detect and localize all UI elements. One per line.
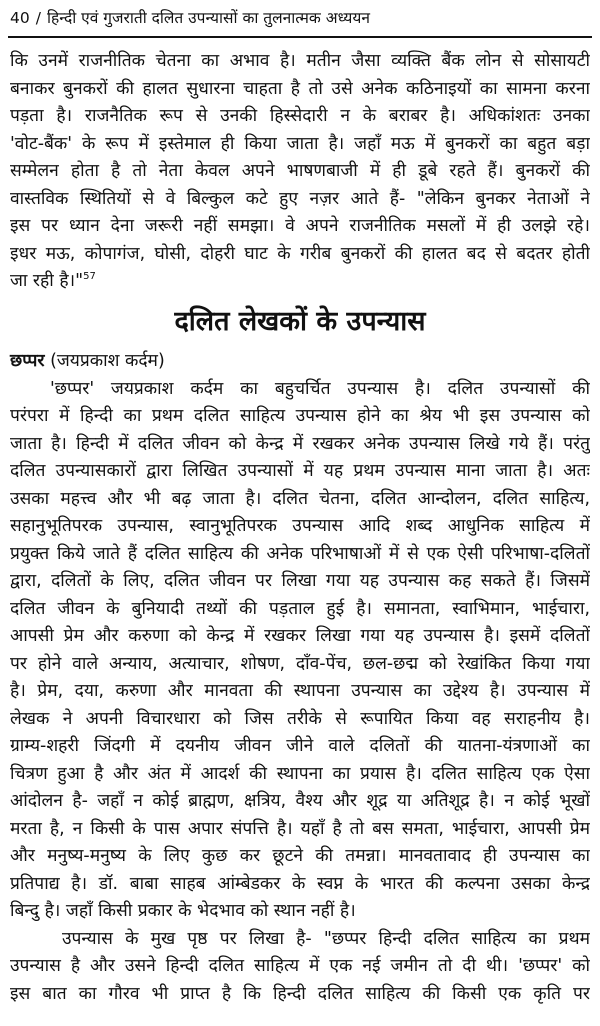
- page-number: 40: [10, 9, 30, 27]
- text-line-last: [10, 268, 590, 296]
- text-line: ग्राम्य-शहरी जिंदगी में दयनीय जीवन जीने वाले दलितों की यातना-यंत्रणाओं का: [10, 736, 590, 756]
- text-line: 'छप्पर' जयप्रकाश कर्दम का बहुचर्चित उपन्यास है। दलित उपन्यासों की: [50, 378, 590, 399]
- running-header: [10, 8, 590, 28]
- paragraph-3: [10, 926, 590, 1009]
- text-line: चित्रण हुआ है और अंत में आदर्श की स्थापना का प्रयास है। दलित साहित्य एक ऐसा: [10, 763, 590, 784]
- text-line: सम्मेलन होता है तो नेता केवल अपने भाषणबाजी में ही डूबे रहते हैं। बुनकरों की: [10, 161, 590, 181]
- header-separator: /: [35, 9, 41, 27]
- header-rule: [8, 36, 592, 38]
- text-line: उपन्यास के मुख पृष्ठ पर लिखा है- "छप्पर हिन्दी दलित साहित्य का प्रथम: [62, 928, 590, 949]
- text-line: इस पर ध्यान देना जरूरी नहीं समझा। वे अपने राजनीतिक मसलों में ही उलझे रहे।: [10, 216, 590, 236]
- text-line: इधर मऊ, कोपागंज, घोसी, दोहरी घाट के गरीब बुनकरों की हालत बद से बदतर होती: [10, 243, 590, 264]
- novel-subheading: [10, 346, 590, 376]
- text-line: दलित उपन्यासकारों द्वारा लिखित उपन्यासों में यह प्रथम उपन्यास माना जाता है। अतः: [10, 461, 590, 481]
- text-line: सहानुभूतिपरक उपन्यास, स्वानुभूतिपरक उपन्यास आदि शब्द आधुनिक साहित्य में: [10, 516, 590, 536]
- novel-title: छप्पर: [10, 350, 45, 371]
- text-line: इस बात का गौरव भी प्राप्त है कि हिन्दी दलित साहित्य की किसी एक कृति पर: [10, 983, 590, 1004]
- text-line: और मनुष्य-मनुष्य के लिए कुछ कर छूटने की तमन्ना। मानवतावाद ही उपन्यास का: [10, 846, 590, 866]
- text-line: प्रतिपाद्य है। डॉ. बाबा साहब आंम्बेडकर के स्वप्न के भारत की कल्पना उसका केन्द्र: [10, 873, 590, 894]
- text-line: उसका महत्त्व और भी बढ़ जाता है। दलित चेतना, दलित आन्दोलन, दलित साहित्य,: [10, 488, 590, 509]
- text-fragment: जा रही है।": [10, 271, 84, 291]
- paragraph-2: [10, 376, 590, 926]
- page-body: [10, 48, 590, 1008]
- text-line: दलित जीवन के बुनियादी तथ्यों की पड़ताल हुई है। समानता, स्वाभिमान, भाईचारा,: [10, 598, 590, 619]
- text-line: मरता है, न किसी के पास अपार संपत्ति है। यहाँ है तो बस समता, भाईचारा, आपसी प्रेम: [10, 818, 590, 839]
- paragraph-1: [10, 48, 590, 296]
- novel-author: (जयप्रकाश कर्दम): [50, 350, 165, 371]
- text-line: पड़ता है। राजनैतिक रूप से उनकी हिस्सेदारी न के बराबर है। अधिकांशतः उनका: [10, 106, 590, 126]
- text-line: 'वोट-बैंक' के रूप में इस्तेमाल ही किया जाता है। जहाँ मऊ में बुनकरों का बहुत बड़ा: [10, 133, 590, 154]
- book-title: हिन्दी एवं गुजराती दलित उपन्यासों का तुलनात्मक अध्ययन: [46, 9, 370, 27]
- text-line: परंपरा में हिन्दी का प्रथम दलित साहित्य उपन्यास होने का श्रेय भी इस उपन्यास को: [10, 406, 590, 426]
- text-line: वास्तविक स्थितियों से वे बिल्कुल कटे हुए नज़र आते हैं- "लेकिन बुनकर नेताओं ने: [10, 188, 590, 209]
- text-line: आंदोलन है- जहाँ न कोई ब्राह्मण, क्षत्रिय, वैश्य और शूद्र या अतिशूद्र है। न कोई भूखों: [10, 791, 590, 811]
- section-heading: दलित लेखकों के उपन्यास: [174, 305, 426, 337]
- text-line: है। प्रेम, दया, करुणा और मानवता की स्थापना उपन्यास का उद्देश्य है। उपन्यास में: [10, 681, 590, 701]
- text-line: जाता है। हिन्दी में दलित जीवन को केन्द्र में रखकर अनेक उपन्यास लिखे गये हैं। परंतु: [10, 433, 590, 454]
- text-line: प्रयुक्त किये जाते हैं दलित साहित्य की अनेक परिभाषाओं में से एक ऐसी परिभाषा-दलितों: [10, 543, 590, 564]
- text-line-last: बिन्दु है। जहाँ किसी प्रकार के भेदभाव को स्थान नहीं है।: [10, 901, 356, 921]
- text-line: पर होने वाले अन्याय, अत्याचार, शोषण, दाँव-पेंच, छल-छद्म को रेखांकित किया गया: [10, 653, 590, 674]
- text-line: द्वारा, दलितों के लिए, दलित जीवन पर लिखा गया यह उपन्यास कह सकते हैं। जिसमें: [10, 571, 590, 591]
- text-line: उपन्यास है और उसने हिन्दी दलित साहित्य में एक नई जमीन तो दी थी। 'छप्पर' को: [10, 956, 590, 976]
- text-line: बनाकर बुनकरों की हालत सुधारना चाहता है तो उसे अनेक कठिनाइयों का सामना करना: [10, 78, 590, 99]
- text-line: आपसी प्रेम और करुणा को केन्द्र में रखकर लिखा गया यह उपन्यास है। इसमें दलितों: [10, 626, 590, 646]
- text-line: लेखक ने अपनी विचारधारा को जिस तरीके से रूपायित किया वह सराहनीय है।: [10, 708, 590, 729]
- footnote-reference: 57: [83, 271, 96, 283]
- text-line: कि उनमें राजनीतिक चेतना का अभाव है। मतीन जैसा व्यक्ति बैंक लोन से सोसायटी: [10, 51, 590, 71]
